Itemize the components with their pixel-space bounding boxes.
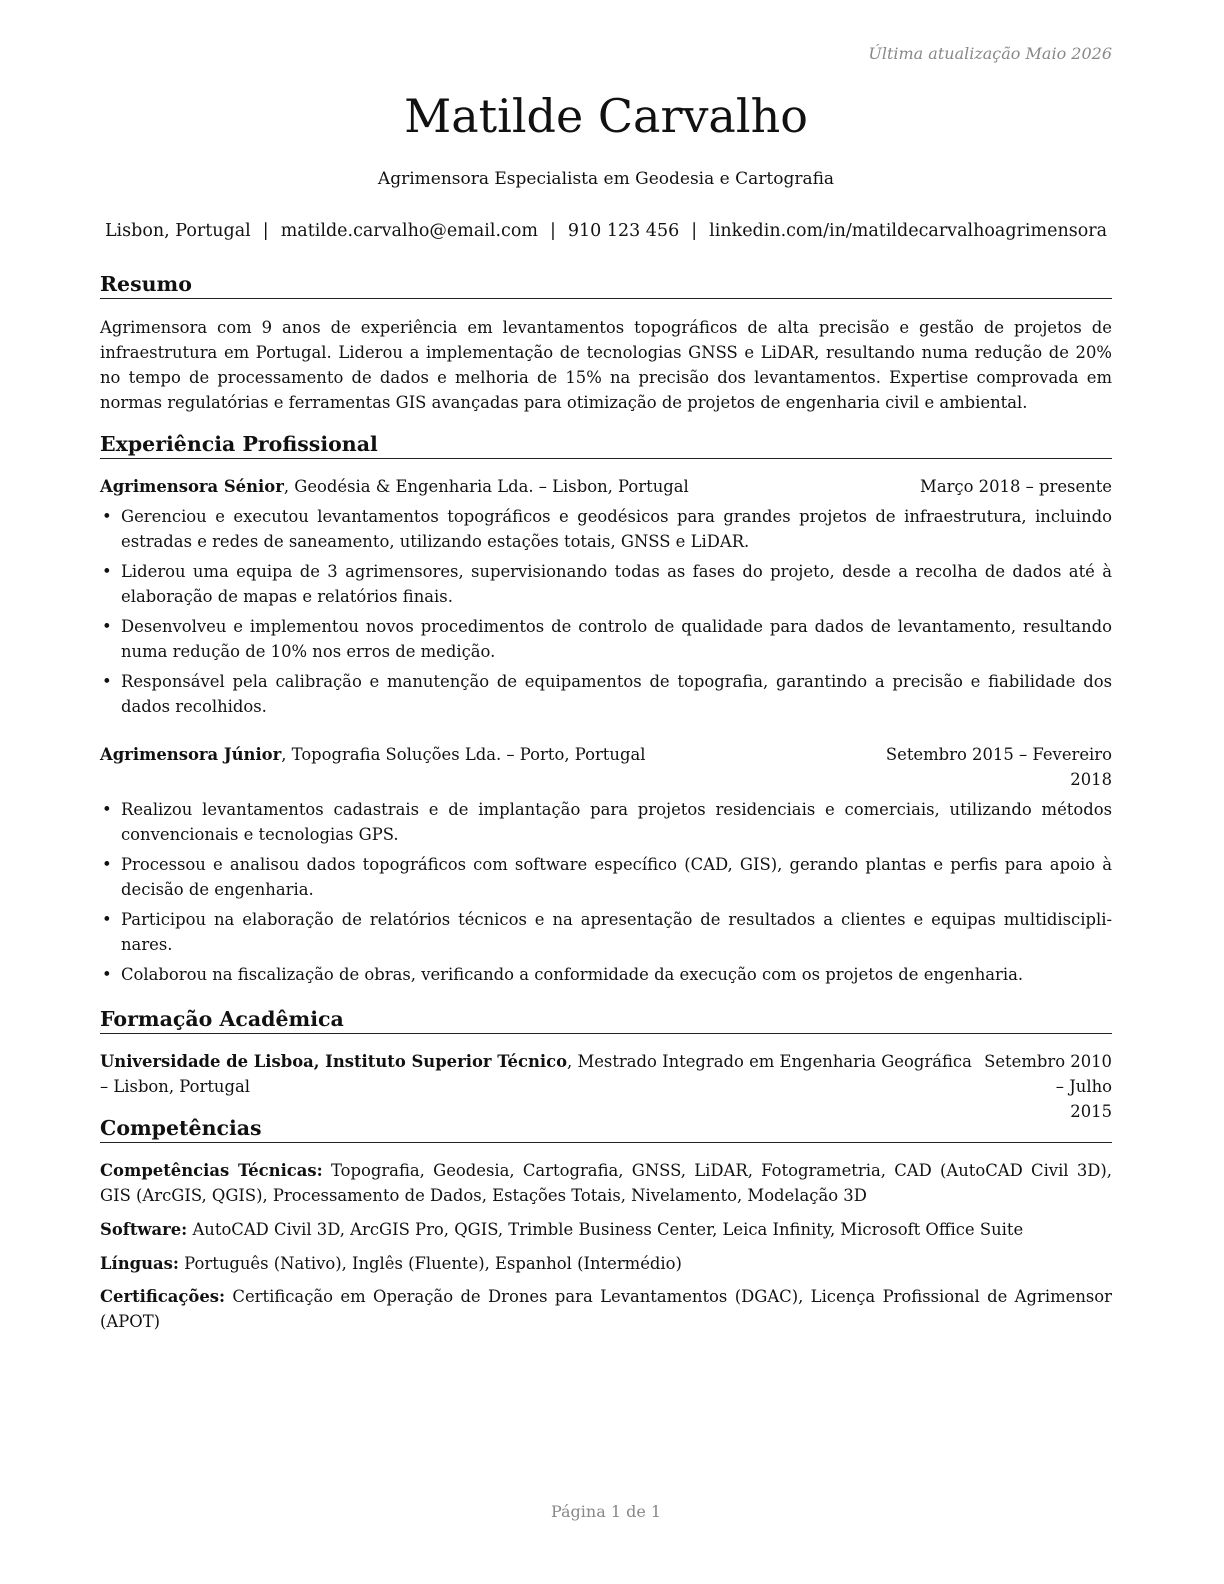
last-updated: Última atualização Maio 2026 — [868, 44, 1112, 63]
candidate-title: Agrimensora Especialista em Geodesia e Cartografia — [377, 169, 835, 189]
section-heading-experience: Experiência Profissional — [100, 431, 1112, 459]
education-degree: , Mestrado Integrado em Engenharia Geográfica – Lisbon, Portugal — [100, 1052, 972, 1096]
list-item: • Responsável pela calibração e manutenção de equipamentos de topografia, garantindo a precisão e fiabilidade dos dados recolhidos. — [100, 669, 1112, 719]
contact-linkedin[interactable]: linkedin.com/in/matildecarvalhoagrimensora — [709, 221, 1108, 241]
job-dates — [886, 742, 1112, 792]
job-dates-line: Setembro 2015 – Fevereiro — [885, 745, 1112, 764]
list-item: • Desenvolveu e implementou novos procedimentos de controlo de qualidade para dados de levantamento, resultando numa redução de 10% nos erros de medição. — [100, 614, 1112, 664]
education-institution: Universidade de Lisboa, Instituto Superior Técnico — [100, 1052, 568, 1071]
summary-text: Agrimensora com 9 anos de experiência em levantamentos topográficos de alta precisão e gestão de projetos de infraestrutura em Portugal. Liderou a implementação de tecnologias GNSS e LiDAR, resultando numa redução de 20% no tempo de processamento de dados e melhoria de 15% na precisão dos levantamentos. Expertise comprovada em normas regulatórias e ferramentas GIS avançadas para otimização de projetos de engenharia civil e ambiental. — [100, 318, 1112, 412]
job-role: Agrimensora Júnior — [100, 745, 282, 764]
skill-value: Certificação em Operação de Drones para Levantamentos (DGAC), Licença Profissional de Agrimensor (APOT) — [100, 1287, 1112, 1331]
list-item: • Realizou levantamentos cadastrais e de implantação para projetos residenciais e comerciais, utilizando métodos convencionais e tecnologias GPS. — [100, 797, 1112, 847]
contact-separator: | — [549, 221, 556, 241]
skill-value: AutoCAD Civil 3D, ArcGIS Pro, QGIS, Trimble Business Center, Leica Infinity, Microsoft Office Suite — [187, 1220, 1024, 1239]
skill-value: Topografia, Geodesia, Cartografia, GNSS, LiDAR, Fotogrametria, CAD (AutoCAD Civil 3D), GIS (ArcGIS, QGIS), Processamento de Dados, Estações Totais, Nivelamento, Modelação 3D — [100, 1161, 1112, 1205]
job-bullets — [100, 797, 1112, 992]
job-company: , Geodésia & Engenharia Lda. – Lisbon, Portugal — [283, 477, 689, 496]
section-heading-education: Formação Acadêmica — [100, 1006, 1112, 1034]
job-dates: Março 2018 – presente — [920, 477, 1112, 496]
section-heading-skills: Competências — [100, 1115, 1112, 1143]
contact-email[interactable]: matilde.carvalho@email.com — [280, 221, 538, 241]
contact-line — [100, 219, 1112, 243]
skill-label: Software: — [100, 1220, 188, 1239]
list-item: • Gerenciou e executou levantamentos topográficos e geodésicos para grandes projetos de infraestrutura, incluindo estradas e redes de saneamento, utilizando estações totais, GNSS e LiDAR. — [100, 504, 1112, 554]
job-bullets — [100, 504, 1112, 724]
job-company: , Topografia Soluções Lda. – Porto, Portugal — [281, 745, 646, 764]
candidate-name: Matilde Carvalho — [404, 89, 808, 143]
skill-row — [100, 1158, 1112, 1208]
list-item: • Participou na elaboração de relatórios técnicos e na apresentação de resultados a clientes e equipas multidiscipli-nares. — [100, 907, 1112, 957]
skill-label: Competências Técnicas: — [100, 1161, 323, 1180]
job-role: Agrimensora Sénior — [100, 477, 284, 496]
skill-label: Línguas: — [100, 1254, 179, 1273]
page-number: Página 1 de 1 — [550, 1502, 662, 1521]
contact-separator: | — [691, 221, 698, 241]
list-item: • Processou e analisou dados topográficos com software específico (CAD, GIS), gerando plantas e perfis para apoio à decisão de engenharia. — [100, 852, 1112, 902]
contact-phone: 910 123 456 — [567, 221, 680, 241]
list-item: • Colaborou na fiscalização de obras, verificando a conformidade da execução com os projetos de engenharia. — [100, 962, 1112, 987]
skill-value: Português (Nativo), Inglês (Fluente), Espanhol (Intermédio) — [178, 1254, 682, 1273]
resume-page — [100, 0, 1112, 1584]
job-dates-line: 2018 — [1070, 770, 1112, 789]
skill-row — [100, 1251, 1112, 1276]
skill-row — [100, 1217, 1112, 1242]
education-dates-line: 2015 — [1070, 1102, 1112, 1121]
contact-location: Lisbon, Portugal — [104, 221, 251, 241]
education-dates-line: Setembro 2010 – Julho — [984, 1052, 1112, 1096]
contact-separator: | — [262, 221, 269, 241]
education-dates — [972, 1049, 1112, 1124]
list-item: • Liderou uma equipa de 3 agrimensores, supervisionando todas as fases do projeto, desde a recolha de dados até à elaboração de mapas e relatórios finais. — [100, 559, 1112, 609]
skill-row — [100, 1284, 1112, 1334]
skill-label: Certificações: — [100, 1287, 226, 1306]
section-heading-summary: Resumo — [100, 271, 1112, 299]
education-entry — [100, 1049, 980, 1099]
